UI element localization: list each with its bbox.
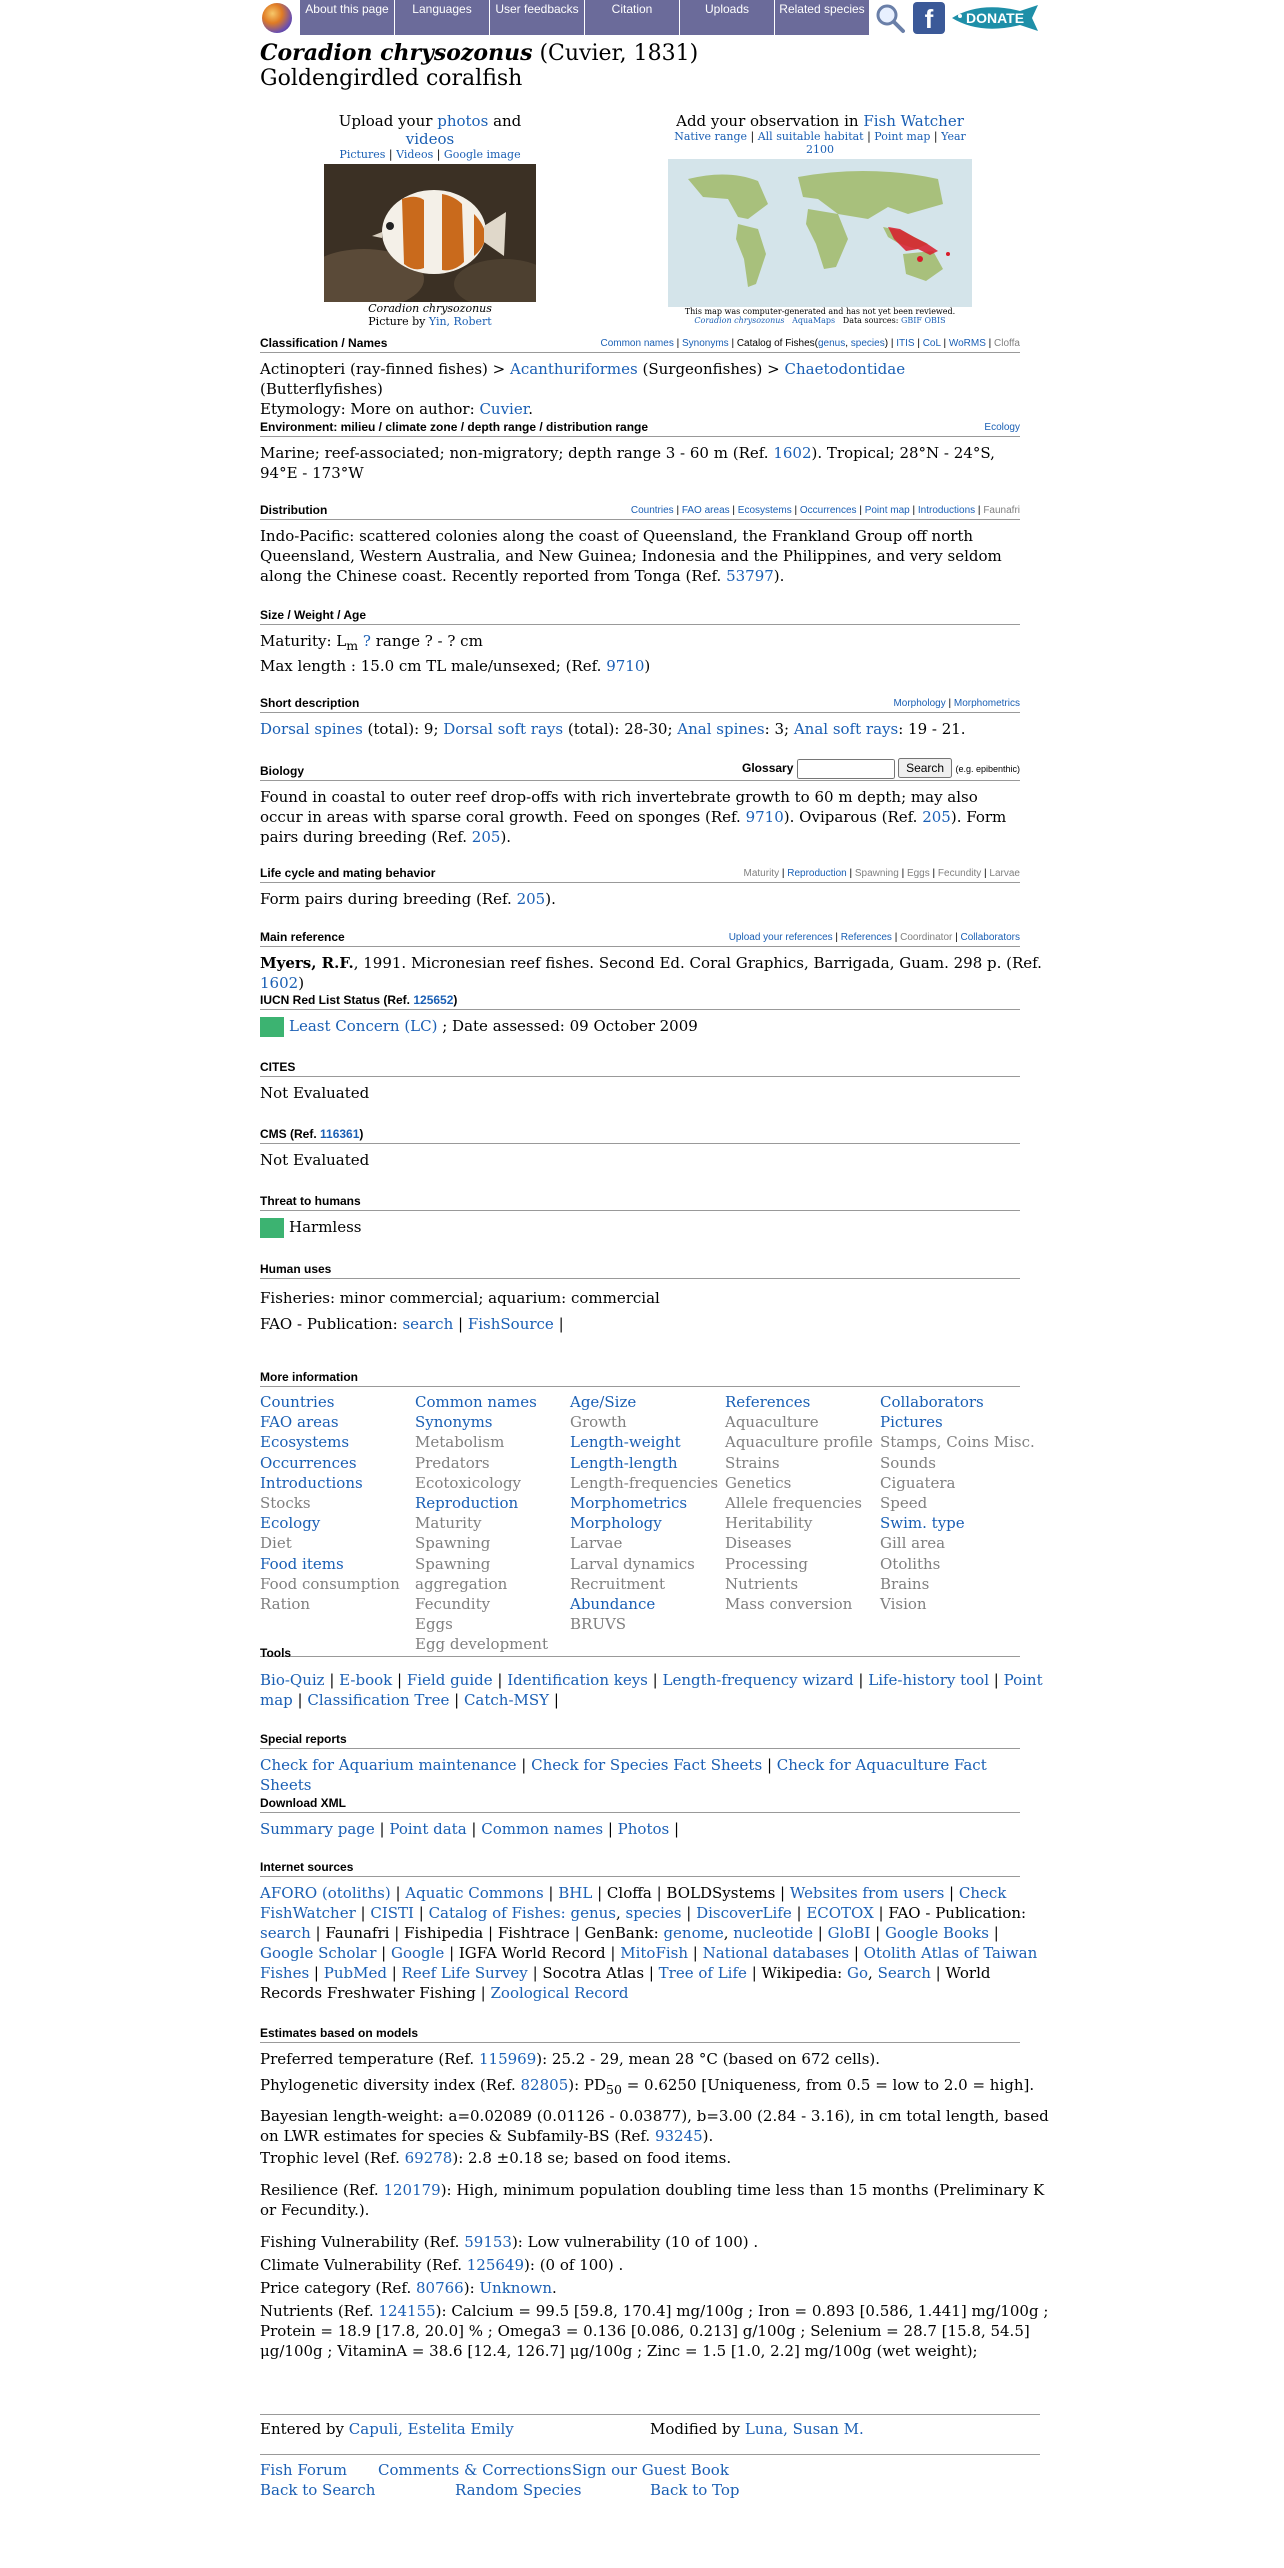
ref-link[interactable]: 125652 [413,993,454,1007]
fao-areas-link[interactable]: FAO areas [681,505,730,516]
more-info-item: Stamps, Coins Misc. [880,1433,1035,1452]
more-info-item: Metabolism [415,1433,505,1452]
human-uses-section: Human uses Fisheries: minor commercial; aquarium: commercial FAO - Publication: search | FishSource | [260,1262,1020,1337]
collaborators-link[interactable]: Collaborators [960,932,1020,943]
more-info-item: Heritability [725,1514,813,1533]
tools-link[interactable]: Field guide [406,1671,493,1689]
more-info-link[interactable]: Pictures [880,1413,943,1432]
more-info-link[interactable]: Ecology [260,1514,321,1533]
gbif-link[interactable]: GBIF [900,316,922,325]
iucn-status-link[interactable]: Least Concern (LC) [289,1017,438,1035]
tools-link[interactable]: E-book [339,1671,393,1689]
internet-source-link[interactable]: PubMed [323,1964,387,1982]
ref-link[interactable]: 125649 [466,2256,525,2274]
cms-section: CMS (Ref. 116361) Not Evaluated [260,1127,1020,1170]
biology-section: Biology Glossary Search (e.g. epibenthic) Found in coastal to outer reef drop-offs with rich invertebrate growth to 60 m depth; may also occur in areas with sparse coral growth. Feed on sponges (Ref. 9710). Oviparous (Ref. 205). Form pairs during breeding (Ref. 205). [260,758,1020,847]
internet-source-link[interactable]: ECOTOX [806,1904,874,1922]
more-info-item: Genetics [725,1473,792,1492]
point-map-link[interactable]: Point map [864,505,910,516]
internet-source-text: | [390,1884,406,1902]
internet-source-link[interactable]: Check FishWatcher [260,1884,1007,1922]
more-info-link[interactable]: Age/Size [570,1393,637,1411]
special-link[interactable]: Check for Aquarium maintenance [260,1756,517,1774]
more-info-item: Recruitment [570,1574,666,1593]
species-title [260,40,698,66]
internet-source-link[interactable]: Reef Life Survey [401,1964,528,1982]
more-info-item: Spawning [415,1534,491,1553]
internet-source-link[interactable]: species [625,1904,682,1922]
more-info-link[interactable]: Ecosystems [260,1433,350,1452]
internet-source-text: | [543,1884,559,1902]
internet-source-link[interactable]: Google [390,1944,445,1962]
more-info-item: Aquaculture profile [725,1433,873,1452]
internet-source-link[interactable]: National databases [702,1944,850,1962]
genus-link[interactable]: genus [817,338,846,349]
more-info-column [570,1392,725,1634]
species-link[interactable]: species [850,338,885,349]
ref-link[interactable]: 82805 [520,2076,569,2094]
fish-forum-link[interactable]: Fish Forum [260,2461,348,2479]
classification-section: Classification / Names Common names | Synonyms | Catalog of Fishes(genus, species) | ITIS | CoL | WoRMS | Cloffa Actinopteri (ray-finned fishes) > Acanthuriformes (Surgeonfishes) > Chaetodontidae (Butterflyfishes) Etymology: More on author: Cuvier. [260,336,1020,418]
references-link[interactable]: References [840,932,892,943]
ref-link[interactable]: 1602 [773,444,812,462]
author-link[interactable]: Cuvier [479,400,529,418]
internet-sources-section: Internet sources AFORO (otoliths) | Aquatic Commons | BHL | Cloffa | BOLDSystems | Websites from users | Check FishWatcher | CISTI | Catalog of Fishes: genus, species | DiscoverLife | ECOTOX | FAO - Publication: search | Faunafri | Fishipedia | Fishtrace | GenBank: genome, nucleotide | GloBI | Google Books | Google Scholar | Google | IGFA World Record | MitoFish | National databases | Otolith Atlas of Taiwan Fishes | PubMed | Reef Life Survey | Socotra Atlas | Tree of Life | Wikipedia: Go, Search | World Records Freshwater Fishing | Zoological Record [260,1860,1038,2002]
internet-source-text: | Faunafri | Fishipedia | Fishtrace | GenBank: [310,1924,664,1942]
internet-source-text: | FAO - Publication: [873,1904,1027,1922]
more-info-item: Fecundity [415,1595,491,1614]
more-information-table [260,1392,1040,1652]
ref-link[interactable]: 124155 [378,2302,436,2320]
pictures-link[interactable]: Pictures [339,148,386,161]
internet-source-link[interactable]: MitoFish [620,1944,689,1962]
glossary-input[interactable] [797,759,895,779]
more-info-column [260,1392,415,1614]
internet-source-text: , [615,1904,626,1922]
internet-source-text: | [988,1924,999,1942]
internet-source-text: , [868,1964,878,1982]
more-info-item: Predators [415,1453,490,1472]
more-info-item: BRUVS [570,1615,627,1634]
more-information-section: More information [260,1370,1020,1387]
ref-link[interactable]: 115969 [478,2050,537,2068]
internet-source-text: | [413,1904,429,1922]
scientific-name: Coradion chrysozonus [260,40,533,66]
common-names-link[interactable]: Common names [600,338,674,349]
more-info-link[interactable]: Occurrences [260,1453,357,1472]
back-to-search-link[interactable]: Back to Search [260,2481,376,2499]
facebook-icon[interactable]: f [913,2,945,34]
internet-source-link[interactable]: BHL [558,1884,593,1902]
more-info-item: Brains [880,1574,930,1593]
xml-link[interactable]: Point data [389,1820,467,1838]
ref-link[interactable]: 80766 [416,2279,464,2297]
more-info-item: Eggs [415,1615,453,1634]
more-info-item: Ciguatera [880,1473,956,1492]
more-info-link[interactable]: Food items [260,1554,344,1573]
ref-link[interactable]: 205 [471,828,501,846]
fishsource-link[interactable]: FishSource [467,1315,554,1333]
internet-source-link[interactable]: Otolith Atlas of Taiwan Fishes [260,1944,1038,1982]
ref-link[interactable]: 69278 [404,2149,453,2167]
guestbook-link[interactable]: Sign our Guest Book [572,2461,729,2479]
nav-uploads[interactable]: Uploads [680,0,775,35]
donate-button[interactable] [950,3,1040,33]
ref-link[interactable]: 59153 [464,2233,512,2251]
internet-source-link[interactable]: search [260,1924,311,1942]
more-info-item: Processing [725,1554,809,1573]
internet-source-text: | [355,1904,371,1922]
internet-source-link[interactable]: Google Scholar [260,1944,377,1962]
more-info-link[interactable]: Introductions [260,1473,363,1492]
more-info-item: Larvae [570,1534,623,1553]
more-info-item: Egg development [415,1635,548,1654]
map-species-link[interactable]: Coradion chrysozonus [694,316,785,325]
order-link[interactable]: Acanthuriformes [509,360,638,378]
more-info-column [415,1392,570,1655]
fish-watcher-link[interactable]: Fish Watcher [863,112,964,130]
internet-source-text: | IGFA World Record | [444,1944,621,1962]
ecosystems-link[interactable]: Ecosystems [737,505,792,516]
more-info-link[interactable]: Collaborators [880,1393,984,1411]
size-section: Size / Weight / Age Maturity: $L_m$ ? range ? - ? cm Max length : 15.0 cm TL male/unsexed; (Ref. 9710) [260,608,1020,676]
more-info-item: Speed [880,1494,928,1513]
threat-section: Threat to humans Harmless [260,1194,1020,1238]
ref-link[interactable]: 93245 [654,2127,703,2145]
internet-source-link[interactable]: CISTI [370,1904,414,1922]
internet-source-text: , [723,1924,734,1942]
tools-link[interactable]: Identification keys [507,1671,648,1689]
more-info-item: Allele frequencies [725,1494,862,1513]
internet-source-text: | [309,1964,324,1982]
download-xml-section: Download XML Summary page | Point data | Common names | Photos | [260,1796,1020,1839]
more-info-link[interactable]: Swim. type [880,1514,965,1533]
dorsal-soft-rays-link[interactable]: Dorsal soft rays [443,720,564,738]
top-navigation [260,0,1040,35]
internet-source-link[interactable]: GloBI [827,1924,871,1942]
more-info-link[interactable]: Countries [260,1393,335,1411]
more-info-item: Sounds [880,1453,936,1472]
tools-link[interactable]: Point map [260,1671,1043,1709]
environment-section: Environment: milieu / climate zone / depth range / distribution range Ecology Marine; reef-associated; non-migratory; depth range 3 - 60 m (Ref. 1602). Tropical; 28°N - 24°S, 94°E - 173°W [260,420,1020,482]
nav-user-feedbacks[interactable]: User feedbacks [490,0,585,35]
back-to-top-link[interactable]: Back to Top [650,2481,740,2499]
more-info-link[interactable]: Abundance [570,1595,656,1614]
author-citation: (Cuvier, 1831) [539,41,699,66]
anal-soft-rays-link[interactable]: Anal soft rays [793,720,899,738]
more-info-link[interactable]: Reproduction [415,1494,519,1513]
more-info-item: Ecotoxicology [415,1473,522,1492]
internet-source-text: | [791,1904,807,1922]
ref-link[interactable]: 1602 [260,974,299,992]
more-info-item: Larval dynamics [570,1554,695,1573]
more-info-link[interactable]: References [725,1393,811,1411]
more-info-link[interactable]: Synonyms [415,1413,493,1432]
more-info-item: Stocks [260,1494,311,1513]
upload-references-link[interactable]: Upload your references [728,932,833,943]
ref-link[interactable]: 53797 [726,567,774,585]
internet-source-text: | [681,1904,697,1922]
more-info-item: Nutrients [725,1574,799,1593]
more-info-item: Length-frequencies [570,1473,719,1492]
more-info-link[interactable]: Common names [415,1393,537,1411]
estimates-section: Estimates based on models Preferred temperature (Ref. 115969): 25.2 - 29, mean 28 °C (based on 672 cells). Phylogenetic diversity index (Ref. 82805): $PD_{50} = 0.6250$ [Uniqueness, from 0.5 = low to 2.0 = high]. Bayesian length-weight: a=0.02089 (0.01126 - 0.03877), b=3.00 (2.84 - 3.16), in cm total length, based on LWR estimates for species & Subfamily-BS (Ref. 93245). Trophic level (Ref. 69278): 2.8 ±0.18 se; based on food items. Resilience (Ref. 120179): High, minimum population doubling time less than 15 months (Preliminary K or Fecundity.). Fishing Vulnerability (Ref. 59153): Low vulnerability (10 of 100) . Climate Vulnerability (Ref. 125649): (0 of 100) . Price category (Ref. 80766): Unknown. Nutrients (Ref. 124155): Calcium = 99.5 [59.8, 170.4] mg/100g ; Iron = 0.893 [0.586, 1.441] mg/100g ; Protein = 18.9 [17.8, 20.0] % ; Omega3 = 0.136 [0.086, 0.213] g/100g ; Selenium = 28.7 [15.8, 54.5] μg/100g ; VitaminA = 38.6 [12.4, 126.7] μg/100g ; Zinc = 1.5 [1.0, 2.2] mg/100g (wet weight); [260,2026,1049,2360]
more-info-item: Ration [260,1595,311,1614]
internet-source-link[interactable]: nucleotide [733,1924,814,1942]
nav-citation[interactable]: Citation [585,0,680,35]
modified-by-link[interactable]: Luna, Susan M. [744,2420,864,2438]
ref-link[interactable]: 9710 [745,808,784,826]
more-info-column [725,1392,880,1614]
more-info-link[interactable]: Length-weight [570,1433,681,1452]
more-info-item: Diseases [725,1534,792,1553]
internet-source-link[interactable]: DiscoverLife [696,1904,792,1922]
occurrences-link[interactable]: Occurrences [799,505,857,516]
more-info-item: Spawning [415,1554,491,1573]
tools-link[interactable]: Bio-Quiz [260,1671,325,1689]
more-info-link[interactable]: FAO areas [260,1413,339,1432]
cites-section: CITES Not Evaluated [260,1060,1020,1103]
internet-source-text: | [870,1924,885,1942]
price-unknown-link[interactable]: Unknown [479,2279,552,2297]
special-reports-section: Special reports Check for Aquarium maintenance | Check for Species Fact Sheets | Check for Aquaculture Fact Sheets [260,1732,1020,1795]
ref-link[interactable]: 9710 [606,657,645,675]
glossary-search-button[interactable]: Search [898,758,952,778]
ecology-link[interactable]: Ecology [984,422,1020,433]
dorsal-spines-link[interactable]: Dorsal spines [260,720,363,738]
introductions-link[interactable]: Introductions [917,505,976,516]
upload-videos-link[interactable]: videos [405,130,455,148]
worms-link[interactable]: WoRMS [948,338,986,349]
fao-search-link[interactable]: search [402,1315,454,1333]
nav-about[interactable]: About this page [300,0,395,35]
more-info-column [880,1392,1035,1614]
internet-source-link[interactable]: Catalog of Fishes: genus [428,1904,616,1922]
more-info-link[interactable]: Morphometrics [570,1494,688,1513]
ref-link[interactable]: 205 [516,890,546,908]
donate-label: DONATE [966,10,1025,26]
more-info-item: Maturity [415,1514,482,1533]
internet-source-link[interactable]: Zoological Record [490,1984,629,2002]
native-range-link[interactable]: Native range [674,130,748,143]
map-panel: Add your observation in Fish Watcher Native range | All suitable habitat | Point map | Year 2100 This map was computer-generated and has not yet been reviewed. Coradion chrysozonus AquaMaps Data sources: GBIF OBIS [660,112,980,325]
nav-related-species[interactable]: Related species [775,0,870,35]
ref-link[interactable]: 205 [922,808,951,826]
more-info-item: Aquaculture [725,1413,819,1432]
internet-source-link[interactable]: Websites from users [789,1884,945,1902]
photo-caption: Coradion chrysozonus [368,302,492,315]
common-name: Goldengirdled coralfish [260,66,523,91]
family-link[interactable]: Chaetodontidae [784,360,906,378]
internet-source-text: | [376,1944,391,1962]
videos-link[interactable]: Videos [396,148,434,161]
more-info-item: Growth [570,1413,627,1432]
itis-link[interactable]: ITIS [896,338,915,349]
iucn-section: IUCN Red List Status (Ref. 125652) Least Concern (LC) ; Date assessed: 09 October 2009 [260,993,1020,1037]
internet-source-link[interactable]: Google Books [884,1924,989,1942]
entered-by-link[interactable]: Capuli, Estelita Emily [348,2420,514,2438]
internet-source-link[interactable]: Go [847,1964,869,1982]
year-2100-link[interactable]: Year 2100 [806,130,966,156]
status-swatch [260,1218,284,1238]
life-cycle-section: Life cycle and mating behavior Maturity | Reproduction | Spawning | Eggs | Fecundity | Larvae Form pairs during breeding (Ref. 205). [260,866,1020,908]
main-reference-section: Main reference Upload your references | References | Coordinator | Collaborators Myers, R.F., 1991. Micronesian reef fishes. Second Ed. Coral Graphics, Barrigada, Guam. 298 p. (Ref. 1602) [260,930,1042,992]
internet-source-text: | World Records Freshwater Fishing | [260,1964,991,2002]
fish-photo[interactable] [324,164,536,302]
morphometrics-link[interactable]: Morphometrics [953,698,1020,709]
xml-link[interactable]: Photos [617,1820,670,1838]
internet-source-text: | [849,1944,864,1962]
tools-link[interactable]: Classification Tree [307,1691,450,1709]
obis-link[interactable]: OBIS [924,316,946,325]
special-link[interactable]: Check for Aquaculture Fact Sheets [260,1756,987,1794]
col-link[interactable]: CoL [922,338,941,349]
point-map-link[interactable]: Point map [874,130,931,143]
xml-link[interactable]: Summary page [260,1820,375,1838]
map-note: This map was computer-generated and has not yet been reviewed. [684,307,956,316]
aquamaps-distribution-map[interactable] [668,159,972,307]
more-info-item: Diet [260,1534,292,1553]
more-info-item: Otoliths [880,1554,941,1573]
random-species-link[interactable]: Random Species [455,2481,582,2499]
ref-link[interactable]: 116361 [320,1127,360,1141]
internet-source-link[interactable]: Aquatic Commons [405,1884,544,1902]
tools-link[interactable]: Catch-MSY [463,1691,550,1709]
internet-source-text: | Cloffa | BOLDSystems | [592,1884,790,1902]
more-info-item: Food consumption [260,1574,400,1593]
ref-link[interactable]: 120179 [383,2181,441,2199]
internet-source-text: | [688,1944,703,1962]
internet-source-link[interactable]: Search [877,1964,931,1982]
photo-panel: Upload your photos and videos Pictures | Videos | Google image Coradion chrysozonus Picture by Yin, Robert [320,112,540,328]
maturity-link[interactable]: ? [362,632,371,650]
more-info-item: Gill area [880,1534,946,1553]
modified-by: Modified by Luna, Susan M. [650,2420,864,2438]
internet-source-text: | [944,1884,959,1902]
more-info-item: Vision [880,1595,927,1614]
anal-spines-link[interactable]: Anal spines [677,720,765,738]
tools-section: Tools Bio-Quiz | E-book | Field guide | Identification keys | Length-frequency wizard | Life-history tool | Point map | Classification Tree | Catch-MSY | [260,1646,1043,1709]
suitable-habitat-link[interactable]: All suitable habitat [757,130,864,143]
short-description-section: Short description Morphology | Morphometrics Dorsal spines (total): 9; Dorsal soft rays (total): 28-30; Anal spines: 3; Anal soft rays: 19 - 21. [260,696,1020,738]
special-link[interactable]: Check for Species Fact Sheets [531,1756,763,1774]
morphology-link[interactable]: Morphology [893,698,946,709]
synonyms-link[interactable]: Synonyms [681,338,729,349]
internet-source-link[interactable]: genome [663,1924,724,1942]
photographer-link[interactable]: Yin, Robert [428,315,492,328]
upload-photos-link[interactable]: photos [437,112,489,130]
tools-link[interactable]: Length-frequency wizard [662,1671,854,1689]
more-info-item: Mass conversion [725,1595,853,1614]
distribution-section: Distribution Countries | FAO areas | Ecosystems | Occurrences | Point map | Introductions | Faunafri Indo-Pacific: scattered colonies along the coast of Queensland, the Frankland Group off north Queensland, Western Australia, and New Guinea; Indonesia and the Philippines, and very seldom along the Chinese coast. Recently reported from Tonga (Ref. 53797). [260,503,1020,585]
more-info-link[interactable]: Morphology [570,1514,662,1533]
internet-source-text: | [386,1964,402,1982]
internet-source-text: | Wikipedia: [746,1964,847,1982]
aquamaps-link[interactable]: AquaMaps [792,316,836,325]
status-swatch [260,1017,284,1037]
google-image-link[interactable]: Google image [443,148,521,161]
more-info-link[interactable]: Length-length [570,1453,678,1472]
comments-link[interactable]: Comments & Corrections [378,2461,572,2479]
internet-source-link[interactable]: Tree of Life [658,1964,747,1982]
fishbase-globe-icon[interactable] [262,3,292,33]
nav-languages[interactable]: Languages [395,0,490,35]
search-icon[interactable] [874,2,906,34]
internet-source-text: | [813,1924,828,1942]
internet-source-text: | Socotra Atlas | [527,1964,659,1982]
more-info-item: Strains [725,1453,780,1472]
xml-link[interactable]: Common names [481,1820,604,1838]
countries-link[interactable]: Countries [630,505,674,516]
internet-source-link[interactable]: AFORO (otoliths) [260,1884,391,1902]
section-heading: Classification / Names [260,336,388,350]
reproduction-link[interactable]: Reproduction [787,868,847,879]
more-info-item: aggregation [415,1574,508,1593]
tools-link[interactable]: Life-history tool [868,1671,990,1689]
entered-by: Entered by Capuli, Estelita Emily [260,2420,514,2438]
